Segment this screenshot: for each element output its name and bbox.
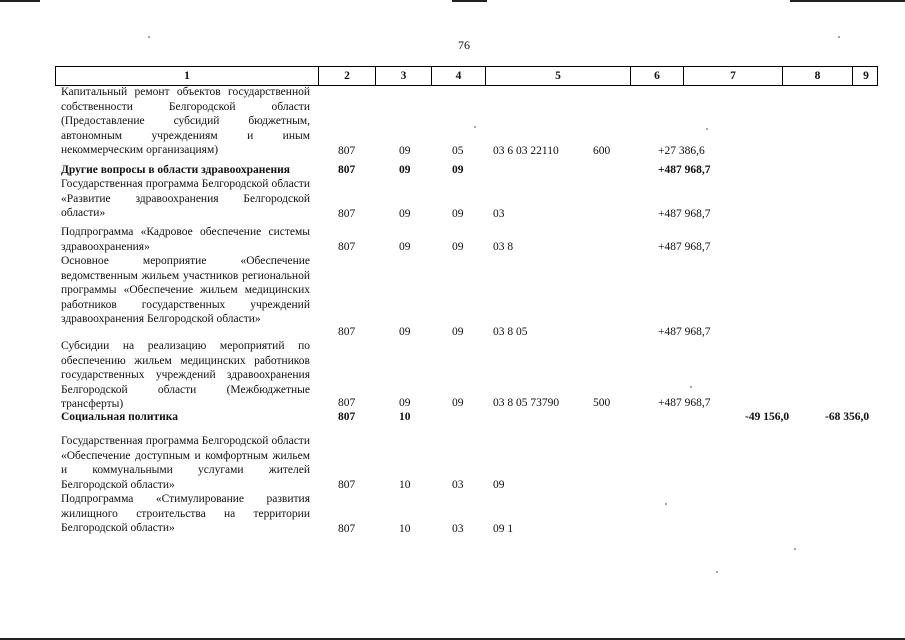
row-description: Основное мероприятие «Обеспечение ведомственным жильем участников региональной программы «Обеспечение жильем медицинских работников государственных учреждений здравоохранения Белгородской области» xyxy=(61,255,310,325)
row-cell-4: 05 xyxy=(452,145,464,157)
row-cell-4: 09 xyxy=(452,208,464,220)
scan-edge-top-mid xyxy=(452,0,487,2)
row-cell-5: 03 6 03 22110 xyxy=(493,145,559,157)
row-cell-2: 807 xyxy=(338,397,356,409)
scan-speck xyxy=(474,126,476,128)
row-cell-2: 807 xyxy=(338,411,356,423)
header-col-8: 8 xyxy=(783,67,853,85)
row-cell-2: 807 xyxy=(338,479,356,491)
row-cell-7: +487 968,7 xyxy=(658,164,711,176)
row-cell-6: 600 xyxy=(593,145,611,157)
table-header xyxy=(55,66,878,86)
row-cell-4: 09 xyxy=(452,164,464,176)
row-cell-5: 03 8 05 73790 xyxy=(493,397,560,409)
row-cell-3: 10 xyxy=(399,479,411,491)
row-cell-8: -49 156,0 xyxy=(745,411,790,423)
row-description: Подпрограмма «Стимулирование развития жилищного строительства на территории Белгородской области» xyxy=(61,493,310,534)
scan-speck xyxy=(665,503,667,505)
row-cell-3: 09 xyxy=(399,145,411,157)
row-description: Государственная программа Белгородской области «Развитие здравоохранения Белгородской области» xyxy=(61,178,310,219)
row-cell-4: 09 xyxy=(452,241,464,253)
row-cell-5: 03 xyxy=(493,208,505,220)
row-cell-4: 09 xyxy=(452,326,464,338)
row-cell-3: 09 xyxy=(399,208,411,220)
row-cell-4: 03 xyxy=(452,523,464,535)
row-cell-7: +487 968,7 xyxy=(658,241,711,253)
header-col-9: 9 xyxy=(863,70,869,82)
scan-speck xyxy=(148,36,150,38)
row-cell-7: +27 386,6 xyxy=(658,145,705,157)
row-cell-5: 03 8 xyxy=(493,241,514,253)
row-cell-3: 09 xyxy=(399,241,411,253)
row-cell-3: 10 xyxy=(399,523,411,535)
header-col-2: 2 xyxy=(319,67,376,85)
scan-speck xyxy=(706,128,708,130)
row-description: Социальная политика xyxy=(61,411,178,423)
header-col-1: 1 xyxy=(56,67,319,85)
row-description: Капитальный ремонт объектов государственной собственности Белгородской области (Предоставление субсидий бюджетным, автономным учреждениям и иным некоммерческим организациям) xyxy=(61,86,310,156)
row-cell-5: 09 xyxy=(493,479,505,491)
row-cell-3: 09 xyxy=(399,326,411,338)
row-cell-3: 10 xyxy=(399,411,411,423)
row-cell-3: 09 xyxy=(399,164,411,176)
page-number: 76 xyxy=(458,38,470,52)
row-cell-9: -68 356,0 xyxy=(825,411,870,423)
scan-edge-top-right xyxy=(790,0,905,2)
row-cell-2: 807 xyxy=(338,164,356,176)
scan-speck xyxy=(794,548,796,550)
row-cell-5: 03 8 05 xyxy=(493,326,528,338)
row-description: Субсидии на реализацию мероприятий по обеспечению жильем медицинских работников государственных учреждений здравоохранения Белгородской области (Межбюджетные трансферты) xyxy=(61,340,310,410)
row-description: Другие вопросы в области здравоохранения xyxy=(61,164,290,176)
scan-speck xyxy=(838,36,840,38)
header-col-3: 3 xyxy=(376,67,432,85)
row-cell-5: 09 1 xyxy=(493,523,514,535)
row-description: Подпрограмма «Кадровое обеспечение системы здравоохранения» xyxy=(61,226,310,253)
header-col-7: 7 xyxy=(684,67,783,85)
row-cell-7: +487 968,7 xyxy=(658,326,711,338)
row-cell-6: 500 xyxy=(593,397,611,409)
row-description: Государственная программа Белгородской области «Обеспечение доступным и комфортным жильем и коммунальными услугами жителей Белгородской области» xyxy=(61,435,310,491)
header-col-5: 5 xyxy=(486,67,631,85)
header-col-4: 4 xyxy=(432,67,486,85)
scan-edge-top-left xyxy=(0,0,40,2)
row-cell-3: 09 xyxy=(399,397,411,409)
row-cell-4: 09 xyxy=(452,397,464,409)
scan-speck xyxy=(716,571,718,573)
scan-speck xyxy=(690,386,692,388)
row-cell-7: +487 968,7 xyxy=(658,208,711,220)
row-cell-4: 03 xyxy=(452,479,464,491)
row-cell-2: 807 xyxy=(338,523,356,535)
row-cell-7: +487 968,7 xyxy=(658,397,711,409)
row-cell-2: 807 xyxy=(338,241,356,253)
header-col-6: 6 xyxy=(631,67,684,85)
row-cell-2: 807 xyxy=(338,145,356,157)
row-cell-2: 807 xyxy=(338,208,356,220)
row-cell-2: 807 xyxy=(338,326,356,338)
